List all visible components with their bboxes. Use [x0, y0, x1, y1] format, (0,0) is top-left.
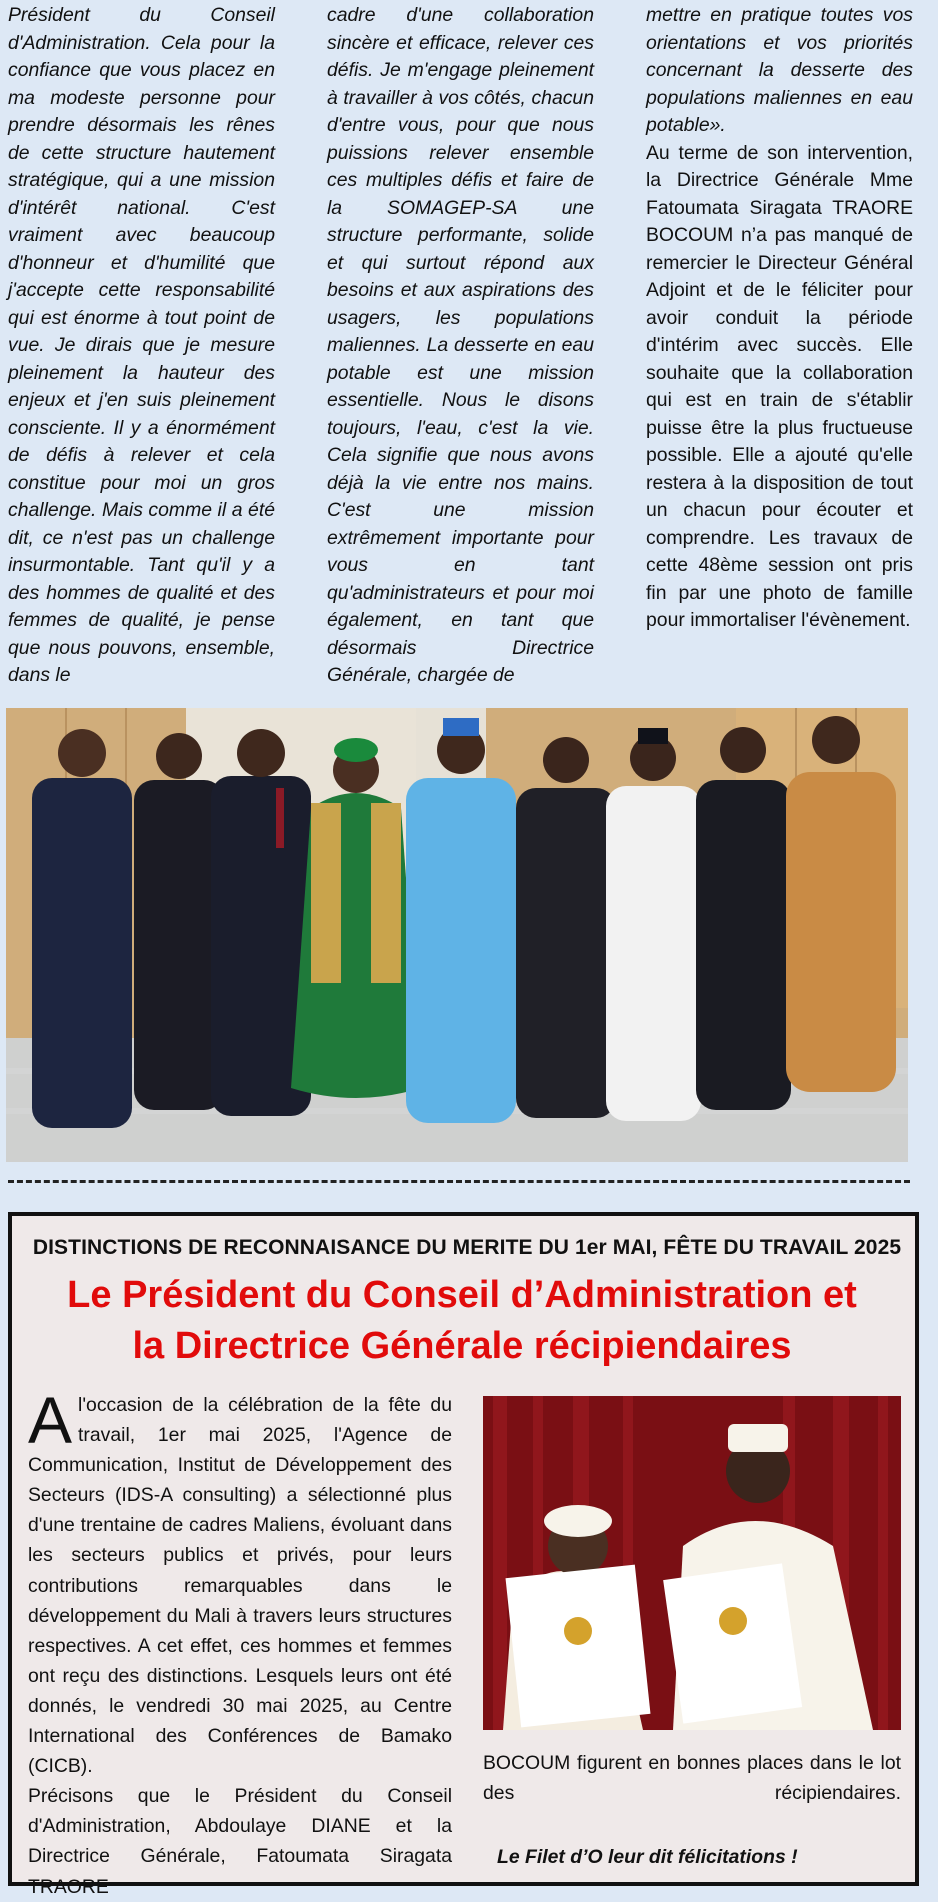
section-divider: [8, 1180, 910, 1183]
drop-cap: A: [28, 1383, 73, 1457]
group-photo-image: [6, 708, 908, 1162]
article-headline: [22, 1270, 902, 1372]
headline-line-2: la Directrice Générale récipiendaires: [132, 1325, 792, 1367]
article-column-3: [646, 2, 913, 692]
article-paragraph-2: Précisons que le Président du Conseil d'Administration, Abdoulaye DIANE et la Directrice Générale, Fatoumata Siragata TRAORE: [28, 1785, 452, 1898]
column-3-quote-end: mettre en pratique toutes vos orientations et vos priorités concernant la desserte des populations maliennes en eau potable».: [646, 4, 913, 136]
group-photo: [6, 708, 908, 1162]
recipients-photo: [483, 1396, 901, 1730]
headline-line-1: Le Président du Conseil d’Administration et: [67, 1274, 857, 1316]
paragraph-1-text: l'occasion de la célébration de la fête du travail, 1er mai 2025, l'Agence de Communication, Institut de Développement des Secteurs (IDS-A consulting) a sélectionné plus d'une trentaine de cadres Maliens, évoluant dans les secteurs publics et privés, pour leurs contributions remarquables dans le développement du Mali à travers leurs structures respectives. A cet effet, ces hommes et femmes ont reçu des distinctions. Lesquels leurs ont été donnés, le vendredi 30 mai 2025, au Centre International des Conférences de Bamako (CICB).: [28, 1394, 452, 1778]
article-column-2: [327, 2, 594, 692]
column-1-text: Président du Conseil d'Administration. Cela pour la confiance que vous placez en ma modeste personne pour prendre désormais les rênes de cette structure hautement stratégique, qui a une mission d'intérêt national. C'est vraiment avec beaucoup d'honneur et d'humilité que j'accepte cette responsabilité qui est énorme à tout point de vue. Je dirais que je mesure pleinement la hauteur des enjeux et j'en suis pleinement consciente. Il y a énormément de défis à relever et cela constitue pour moi un gros challenge. Mais comme il a été dit, ce n'est pas un challenge insurmontable. Tant qu'il y a des hommes de qualité et des femmes de qualité, je pense que nous pouvons, ensemble, dans le: [8, 4, 275, 686]
article-continuation: [8, 2, 913, 692]
column-3-text: Au terme de son intervention, la Directrice Générale Mme Fatoumata Siragata TRAORE BOCOUM n’a pas manqué de remercier le Directeur Général Adjoint et de le féliciter pour avoir conduit la période d'intérim avec succès. Elle souhaite que la collaboration qui est en train de s'établir puisse être la plus fructueuse possible. Elle a ajouté qu'elle restera à la disposition de tout un chacun pour écouter et comprendre. Les travaux de cette 48ème session ont pris fin par une photo de famille pour immortaliser l'évènement.: [646, 141, 913, 631]
distinctions-article: [8, 1212, 919, 1898]
article-column-1: [8, 2, 275, 692]
article-paragraph-1: [28, 1383, 452, 1781]
article-kicker: DISTINCTIONS DE RECONNAISANCE DU MERITE DU 1er MAI, FÊTE DU TRAVAIL 2025: [32, 1236, 902, 1259]
article-body: [28, 1383, 452, 1902]
signoff: Le Filet d’O leur dit félicitations !: [497, 1846, 798, 1868]
article-continuation-right: [483, 1748, 901, 1808]
column-2-text: cadre d'une collaboration sincère et efficace, relever ces défis. Je m'engage pleinement à travailler à vos côtés, chacun d'entre vous, pour que nous puissions relever ensemble ces multiples défis et faire de la SOMAGEP-SA une structure performante, solide et qui surtout répond aux besoins et aux aspirations des usagers, les populations maliennes. La desserte en eau potable est une mission essentielle. Nous le disons toujours, l'eau, c'est la vie. Cela signifie que nous avons déjà la vie entre nos mains. C'est une mission extrêmement importante pour vous en tant qu'administrateurs et pour moi également, en tant que désormais Directrice Générale, chargée de: [327, 4, 594, 686]
continuation-text: BOCOUM figurent en bonnes places dans le lot des récipiendaires.: [483, 1752, 901, 1804]
recipients-photo-image: [483, 1396, 901, 1730]
